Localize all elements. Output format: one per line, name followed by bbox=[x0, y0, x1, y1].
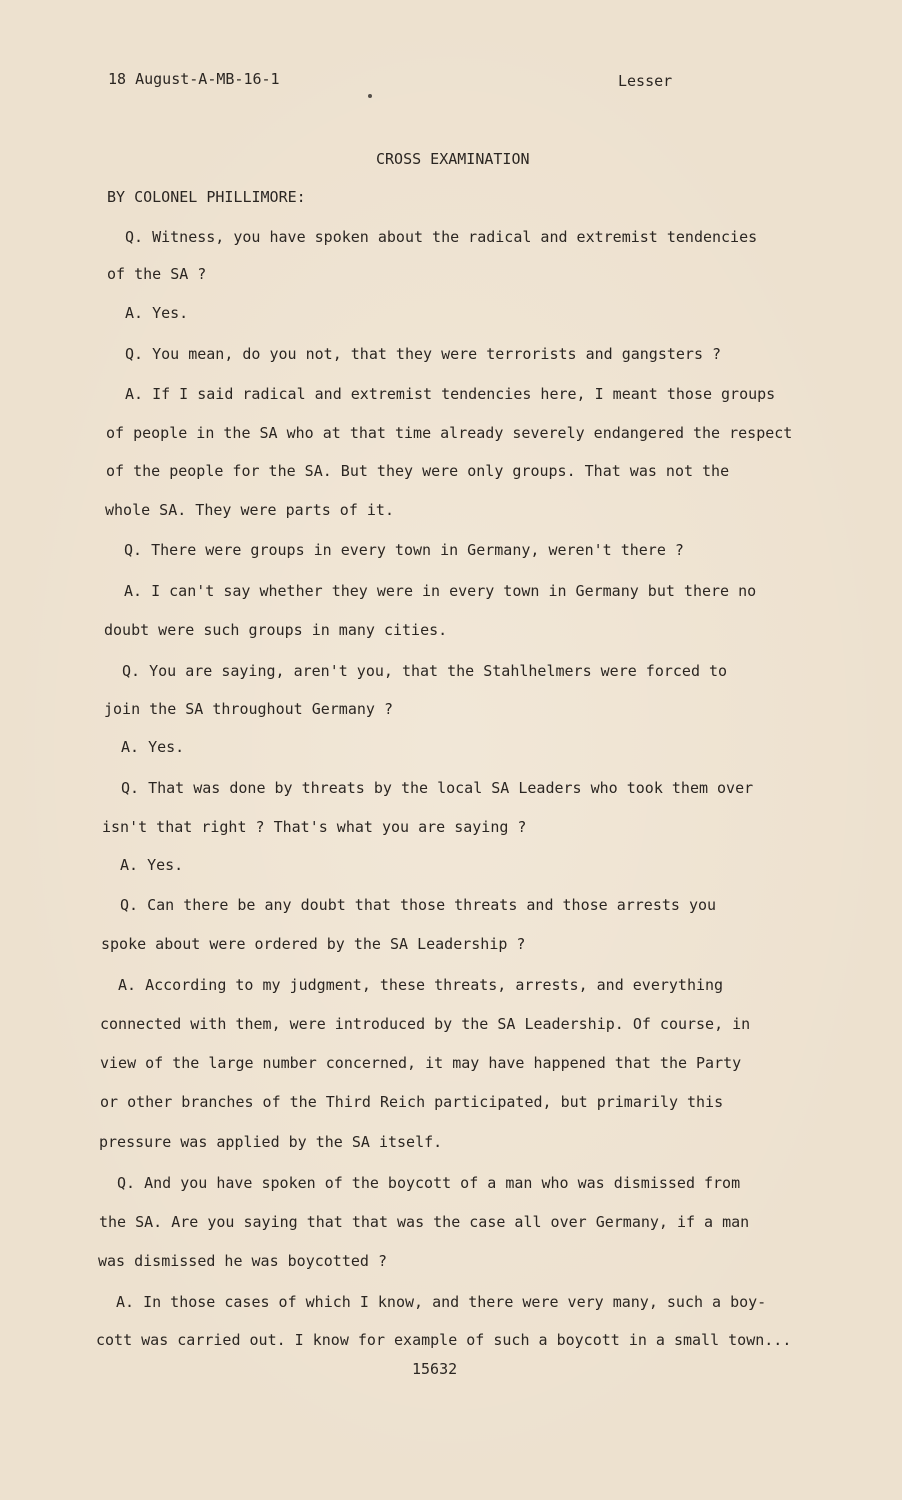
page-number: 15632 bbox=[412, 1360, 458, 1378]
transcript-line: connected with them, were introduced by the SA Leadership. Of course, in bbox=[100, 1015, 751, 1033]
transcript-line: of the SA ? bbox=[107, 265, 207, 283]
transcript-line: A. Yes. bbox=[121, 738, 185, 756]
witness-name: Lesser bbox=[618, 72, 673, 90]
transcript-line: A. If I said radical and extremist tendencies here, I meant those groups bbox=[125, 385, 776, 403]
ink-dot bbox=[368, 94, 372, 98]
transcript-line: view of the large number concerned, it may have happened that the Party bbox=[100, 1054, 742, 1072]
examiner-line: BY COLONEL PHILLIMORE: bbox=[107, 188, 306, 206]
transcript-line: A. Yes. bbox=[125, 304, 189, 322]
transcript-line: A. In those cases of which I know, and there were very many, such a boy- bbox=[116, 1293, 767, 1311]
transcript-line: A. Yes. bbox=[120, 856, 184, 874]
transcript-line: spoke about were ordered by the SA Leadership ? bbox=[101, 935, 526, 953]
transcript-line: of people in the SA who at that time already severely endangered the respect bbox=[106, 424, 793, 442]
transcript-line: was dismissed he was boycotted ? bbox=[98, 1252, 387, 1270]
transcript-line: of the people for the SA. But they were only groups. That was not the bbox=[106, 462, 730, 480]
transcript-line: Q. You are saying, aren't you, that the Stahlhelmers were forced to bbox=[122, 662, 728, 680]
transcript-line: cott was carried out. I know for example of such a boycott in a small town... bbox=[96, 1331, 792, 1349]
transcript-line: Q. And you have spoken of the boycott of a man who was dismissed from bbox=[117, 1174, 741, 1192]
transcript-line: Q. Witness, you have spoken about the radical and extremist tendencies bbox=[125, 228, 758, 246]
transcript-line: or other branches of the Third Reich participated, but primarily this bbox=[100, 1093, 724, 1111]
transcript-line: Q. You mean, do you not, that they were terrorists and gangsters ? bbox=[125, 345, 722, 363]
transcript-line: Q. Can there be any doubt that those threats and those arrests you bbox=[120, 896, 717, 914]
document-reference: 18 August-A-MB-16-1 bbox=[108, 70, 280, 88]
transcript-line: A. According to my judgment, these threats, arrests, and everything bbox=[118, 976, 724, 994]
section-title: CROSS EXAMINATION bbox=[376, 150, 530, 168]
transcript-line: A. I can't say whether they were in every town in Germany but there no bbox=[124, 582, 757, 600]
transcript-line: the SA. Are you saying that that was the case all over Germany, if a man bbox=[99, 1213, 750, 1231]
transcript-line: Q. There were groups in every town in Germany, weren't there ? bbox=[124, 541, 684, 559]
transcript-line: doubt were such groups in many cities. bbox=[104, 621, 448, 639]
transcript-line: isn't that right ? That's what you are saying ? bbox=[102, 818, 527, 836]
transcript-line: Q. That was done by threats by the local SA Leaders who took them over bbox=[121, 779, 754, 797]
transcript-line: whole SA. They were parts of it. bbox=[105, 501, 394, 519]
transcript-line: pressure was applied by the SA itself. bbox=[99, 1133, 443, 1151]
transcript-line: join the SA throughout Germany ? bbox=[104, 700, 393, 718]
